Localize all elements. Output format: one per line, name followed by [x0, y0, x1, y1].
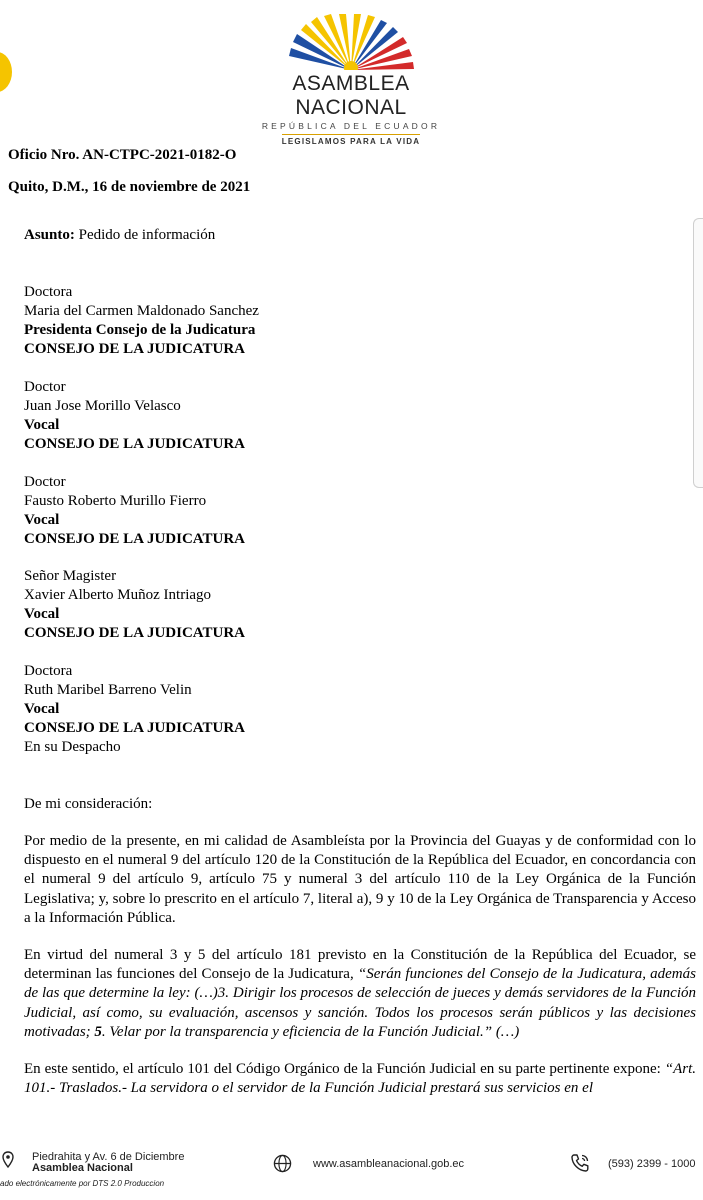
recipient-name: Fausto Roberto Murillo Fierro: [24, 493, 207, 509]
recipient-org: CONSEJO DE LA JUDICATURA: [24, 436, 246, 452]
recipient-title: Señor Magister: [24, 568, 117, 584]
recipient-org: CONSEJO DE LA JUDICATURA: [24, 531, 246, 547]
subject-line: [24, 226, 215, 245]
salutation: De mi consideración:: [24, 796, 153, 812]
p3-quote: “Art. 101.- Traslados.- La servidora o el servidor de la Función Judicial prestará sus servicios en el: [24, 1061, 696, 1097]
p2-numeral: 5: [94, 1023, 102, 1040]
footer-org: Asamblea Nacional: [32, 1162, 133, 1174]
phone-icon: [570, 1153, 590, 1173]
footer-phone: (593) 2399 - 1000: [608, 1158, 696, 1170]
recipient-role: Vocal: [24, 512, 60, 528]
org-subtitle: REPÚBLICA DEL ECUADOR: [261, 121, 441, 131]
asamblea-logo: [246, 14, 456, 146]
subject-value: Pedido de información: [74, 227, 216, 243]
oficio-number: Oficio Nro. AN-CTPC-2021-0182-O: [8, 147, 237, 163]
sunburst-logo-icon: [281, 14, 421, 70]
scrollbar[interactable]: [693, 218, 703, 488]
footer-address-block: [32, 1152, 184, 1174]
recipient-role: Vocal: [24, 417, 60, 433]
org-name: ASAMBLEA NACIONAL: [292, 72, 410, 119]
electronic-signature-note: ado electrónicamente por DTS 2.0 Produccion: [0, 1179, 165, 1188]
p2-intro: En virtud del numeral 3 y 5 del artículo 181 previsto en la Constitución de la República del Ecuador, se determinan las funciones del Consejo de la Judicatura,: [24, 947, 696, 983]
recipient-org: CONSEJO DE LA JUDICATURA: [24, 625, 246, 641]
org-slogan: LEGISLAMOS PARA LA VIDA: [282, 134, 420, 146]
footer-website[interactable]: www.asambleanacional.gob.ec: [313, 1158, 465, 1170]
recipient-title: Doctora: [24, 663, 73, 679]
footer-address: Piedrahita y Av. 6 de Diciembre: [32, 1151, 185, 1163]
despacho-line: En su Despacho: [24, 739, 121, 755]
recipient-role: Vocal: [24, 701, 60, 717]
recipient-org: CONSEJO DE LA JUDICATURA: [24, 341, 246, 357]
recipient-role: Presidenta Consejo de la Judicatura: [24, 322, 256, 338]
subject-label: Asunto:: [24, 227, 75, 243]
globe-icon: [273, 1154, 292, 1173]
recipient-role: Vocal: [24, 606, 60, 622]
body-paragraph-1: Por medio de la presente, en mi calidad de Asambleísta por la Provincia del Guayas y de conformidad con lo dispuesto en el numeral 9 del artículo 120 de la Constitución de la República del Ecuador, en concordancia con el numeral 9 del artículo 9, artículo 75 y numeral 3 del artículo 110 de la Ley Orgánica de la Función Legislativa; y, sobre lo prescrito en el artículo 7, literal a), 9 y 10 de la Ley Orgánica de Transparencia y Acceso a la Información Pública.: [24, 833, 696, 926]
recipient-title: Doctora: [24, 284, 73, 300]
body-paragraph-2: [24, 946, 696, 1042]
recipient-name: Xavier Alberto Muñoz Intriago: [24, 587, 212, 603]
recipient-org: CONSEJO DE LA JUDICATURA: [24, 720, 246, 736]
p2-quote-end: . Velar por la transparencia y eficiencia de la Función Judicial.” (…): [101, 1023, 520, 1040]
p3-intro: En este sentido, el artículo 101 del Código Orgánico de la Función Judicial en su parte pertinente expone:: [24, 1061, 665, 1077]
footer: [0, 1138, 703, 1200]
recipient-title: Doctor: [24, 379, 66, 395]
decorative-yellow-dot: [0, 52, 12, 92]
recipient-title: Doctor: [24, 474, 66, 490]
recipient-name: Ruth Maribel Barreno Velin: [24, 682, 192, 698]
body-paragraph-3: [24, 1060, 696, 1098]
p2-quote: “Serán funciones del Consejo de la Judicatura, además de las que determine la ley: (…)3. Dirigir los procesos de selección de jueces y demás servidores de la Función Judicial, así como, su evaluación, ascensos y sanción. Todos los procesos serán públicos y las decisiones motivadas;: [24, 966, 696, 1040]
location-pin-icon: [2, 1151, 14, 1169]
recipient-name: Maria del Carmen Maldonado Sanchez: [24, 303, 259, 319]
document-date: Quito, D.M., 16 de noviembre de 2021: [8, 179, 251, 195]
recipient-name: Juan Jose Morillo Velasco: [24, 398, 181, 414]
